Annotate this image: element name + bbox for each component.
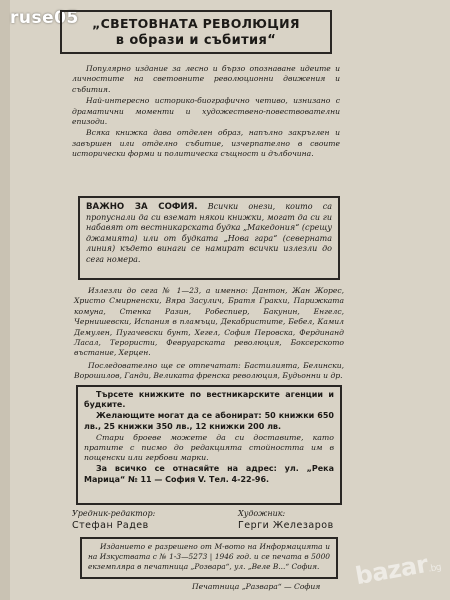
search-note: Търсете книжките по вестникарските агенции и будките.: [84, 390, 334, 410]
site-watermark-main: bazar: [353, 549, 430, 591]
intro-paragraph: Най-интересно историко-биографично четиво, изнизано с драматични моменти и художествено-повествователни епизоди.: [72, 96, 340, 127]
issues-list: [74, 286, 344, 384]
artist-name: Герги Железаров: [238, 520, 334, 531]
editor-role: Уредник-редактор:: [72, 509, 156, 518]
series-title-line2: в образи и събития“: [115, 33, 277, 48]
contact-address: За всичко се отнасяйте на адрес: ул. „Река Марица“ № 11 — София V. Тел. 4-22-96.: [84, 464, 334, 484]
permit-text: Изданието е разрешено от М-вото на Информацията и на Изкуствата с № 1-3—5273 | 1946 год. и се печата в 5000 екземпляра в печатница „Розвара“, ул. „Веле В...“ София.: [88, 542, 330, 571]
series-title-line1: „СВЕТОВНАТА РЕВОЛЮЦИЯ: [92, 16, 300, 31]
series-intro: [72, 64, 340, 161]
published-issues: Излезли до сега № 1—23, а именно: Дантон, Жан Жорес, Христо Смирненски, Вяра Засулич, Братя Гракхи, Парижката комуна, Стенка Разин, Робеспиер, Бакунин, Енгелс, Чернишевски, Испания в пламъци, Декабристите, Бебел, Камил Демулен, Пугачевски бунт, Хегел, София Перовска, Фердинанд Ласал, Терористи, Февруарската революция, Боксерското въстание, Херцен.: [74, 286, 344, 358]
notice-text: Всички онези, които са пропуснали да си вземат някои книжки, могат да си ги набавят от вестникарската будка „Македония“ (срещу джамията) или от будката „Нова гара“ (северната линия) където винаги се намират всички излезли до сега номера.: [86, 202, 333, 264]
notice-lead: ВАЖНО ЗА СОФИЯ.: [86, 202, 198, 212]
permit-box: [80, 537, 338, 579]
editor-credit: [72, 509, 155, 531]
intro-paragraph: Популярно издание за лесно и бързо опознаване идеите и личностите на световните революционни движения и събития.: [72, 64, 340, 94]
editor-name: Стефан Радев: [72, 520, 149, 531]
printer-line: Печатница „Развара“ — София: [192, 582, 321, 591]
artist-credit: [238, 509, 334, 531]
subscription-prices: Желающите могат да се абонират: 50 книжки 650 лв., 25 книжки 350 лв., 12 книжки 200 лв.: [84, 411, 334, 431]
artist-role: Художник:: [238, 509, 286, 518]
uploader-watermark: ruse05: [10, 8, 79, 28]
intro-paragraph: Всяка книжка дава отделен образ, напълно закръглен и завършен или отделно събитие, изчерпателно в своите исторически форми и политическа същност и дълбочина.: [72, 128, 340, 159]
series-title-box: [60, 10, 332, 54]
sofia-notice-box: [78, 196, 340, 280]
subscription-box: [76, 385, 342, 505]
old-issues-note: Стари броеве можете да си доставите, като пратите с писмо до редакцията стойността им в пощенски или гербови марки.: [84, 432, 334, 463]
sofia-notice: [86, 202, 332, 265]
upcoming-issues: Последователно ще се отпечатат: Бастилията, Белински, Ворошилов, Ганди, Великата френска революция, Будьонни и др.: [74, 360, 344, 381]
site-watermark-suffix: .bg: [427, 562, 442, 575]
